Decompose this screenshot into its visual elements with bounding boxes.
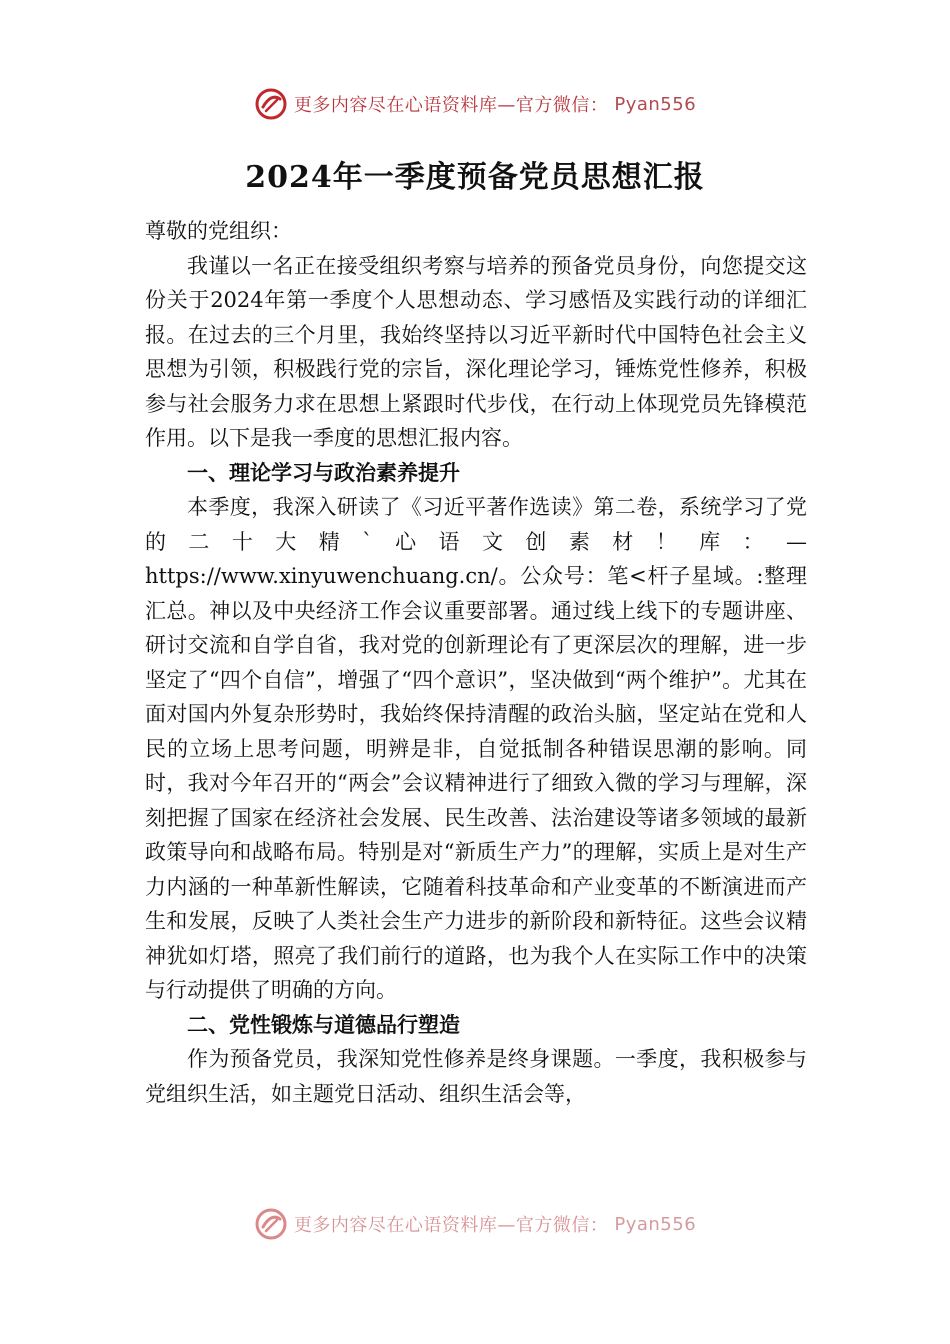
section1-paragraph: 本季度，我深入研读了《习近平著作选读》第二卷，系统学习了党的二十大精`心语文创素材！库：—https://www.xinyuwenchuang.cn/。公众号：笔<杆子星域。:整理汇总。神以及中央经济工作会议重要部署。通过线上线下的专题讲座、研讨交流和自学自省，我对党的创新理论有了更深层次的理解，进一步坚定了“四个自信”，增强了“四个意识”，坚决做到“两个维护”。尤其在面对国内外复杂形势时，我始终保持清醒的政治头脑，坚定站在党和人民的立场上思考问题，明辨是非，自觉抵制各种错误思潮的影响。同时，我对今年召开的“两会”会议精神进行了细致入微的学习与理解，深刻把握了国家在经济社会发展、民生改善、法治建设等诸多领域的最新政策导向和战略布局。特别是对“新质生产力”的理解，实质上是对生产力内涵的一种革新性解读，它随着科技革命和产业变革的不断演进而产生和发展，反映了人类社会生产力进步的新阶段和新特征。这些会议精神犹如灯塔，照亮了我们前行的道路，也为我个人在实际工作中的决策与行动提供了明确的方向。 bbox=[145, 495, 807, 1002]
salutation: 尊敬的党组织： bbox=[145, 219, 292, 243]
footer-banner-wechat-id: Pyan556 bbox=[614, 1213, 697, 1235]
banner-text: 更多内容尽在心语资料库—官方微信： bbox=[293, 95, 609, 116]
document-title: 2024年一季度预备党员思想汇报 bbox=[245, 160, 705, 195]
brand-logo-icon bbox=[254, 87, 288, 121]
intro-paragraph: 我谨以一名正在接受组织考察与培养的预备党员身份，向您提交这份关于2024年第一季度个人思想动态、学习感悟及实践行动的详细汇报。在过去的三个月里，我始终坚持以习近平新时代中国特色社会主义思想为引领，积极践行党的宗旨，深化理论学习，锤炼党性修养，积极参与社会服务力求在思想上紧跟时代步伐，在行动上体现党员先锋模范作用。以下是我一季度的思想汇报内容。 bbox=[145, 253, 807, 450]
footer-banner bbox=[0, 1204, 950, 1244]
section2-heading: 二、党性锻炼与道德品行塑造 bbox=[187, 1012, 460, 1037]
section2-paragraph: 作为预备党员，我深知党性修养是终身课题。一季度，我积极参与党组织生活，如主题党日活动、组织生活会等， bbox=[145, 1047, 807, 1106]
header-banner bbox=[0, 84, 950, 124]
document-body bbox=[145, 214, 807, 1111]
footer-banner-text: 更多内容尽在心语资料库—官方微信： bbox=[293, 1215, 609, 1236]
section1-heading: 一、理论学习与政治素养提升 bbox=[187, 460, 460, 485]
banner-wechat-id: Pyan556 bbox=[614, 93, 697, 115]
brand-logo-icon bbox=[254, 1207, 288, 1241]
